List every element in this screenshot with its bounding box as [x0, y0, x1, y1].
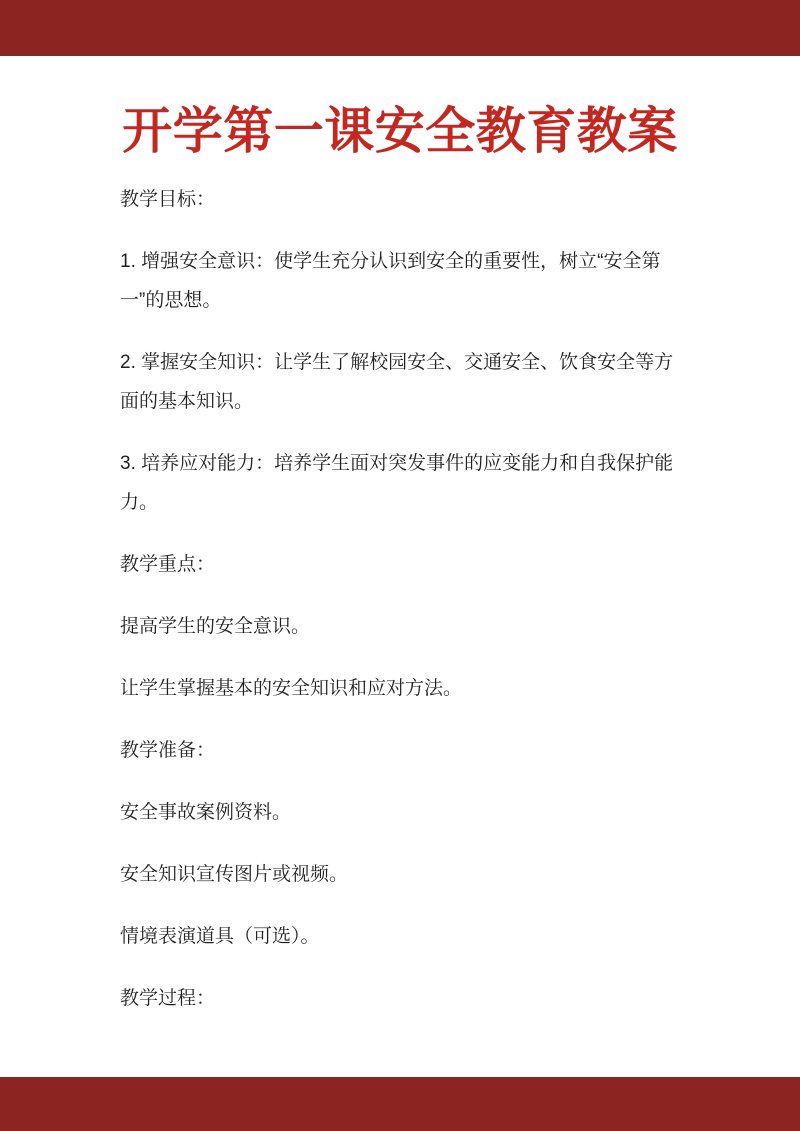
paragraph-objective-1 — [120, 242, 686, 320]
paragraph-objective-3 — [120, 444, 686, 522]
text-line: 教学过程： — [120, 988, 216, 1009]
section-heading-teaching-objectives — [120, 180, 686, 219]
text-line: 安全知识宣传图片或视频。 — [120, 864, 349, 885]
section-heading-teaching-preparation — [120, 731, 686, 770]
paragraph-preparation-1 — [120, 793, 686, 832]
text-line: 提高学生的安全意识。 — [120, 616, 311, 637]
paragraph-focus-1 — [120, 607, 686, 646]
text-line: 教学准备： — [120, 740, 216, 761]
text-line: 1. 增强安全意识：使学生充分认识到安全的重要性，树立“安全第 — [120, 251, 661, 272]
text-line: 一”的思想。 — [120, 290, 222, 311]
paragraph-objective-2 — [120, 343, 686, 421]
text-line: 面的基本知识。 — [120, 391, 254, 412]
text-line: 2. 掌握安全知识：让学生了解校园安全、交通安全、饮食安全等方 — [120, 352, 674, 373]
page-title: 开学第一课安全教育教案 — [122, 103, 678, 159]
top-letterbox-band — [0, 0, 800, 56]
text-line: 力。 — [120, 492, 159, 513]
text-line: 安全事故案例资料。 — [120, 802, 292, 823]
text-line: 让学生掌握基本的安全知识和应对方法。 — [120, 678, 463, 699]
text-line: 情境表演道具（可选）。 — [120, 926, 320, 947]
paragraph-focus-2 — [120, 669, 686, 708]
text-line: 教学重点： — [120, 554, 216, 575]
section-heading-teaching-focus — [120, 545, 686, 584]
section-heading-teaching-process — [120, 979, 686, 1018]
paragraph-preparation-3 — [120, 917, 686, 956]
text-line: 教学目标： — [120, 189, 216, 210]
text-line: 3. 培养应对能力：培养学生面对突发事件的应变能力和自我保护能 — [120, 453, 674, 474]
document-body — [120, 180, 686, 1041]
bottom-letterbox-band — [0, 1077, 800, 1131]
paragraph-preparation-2 — [120, 855, 686, 894]
